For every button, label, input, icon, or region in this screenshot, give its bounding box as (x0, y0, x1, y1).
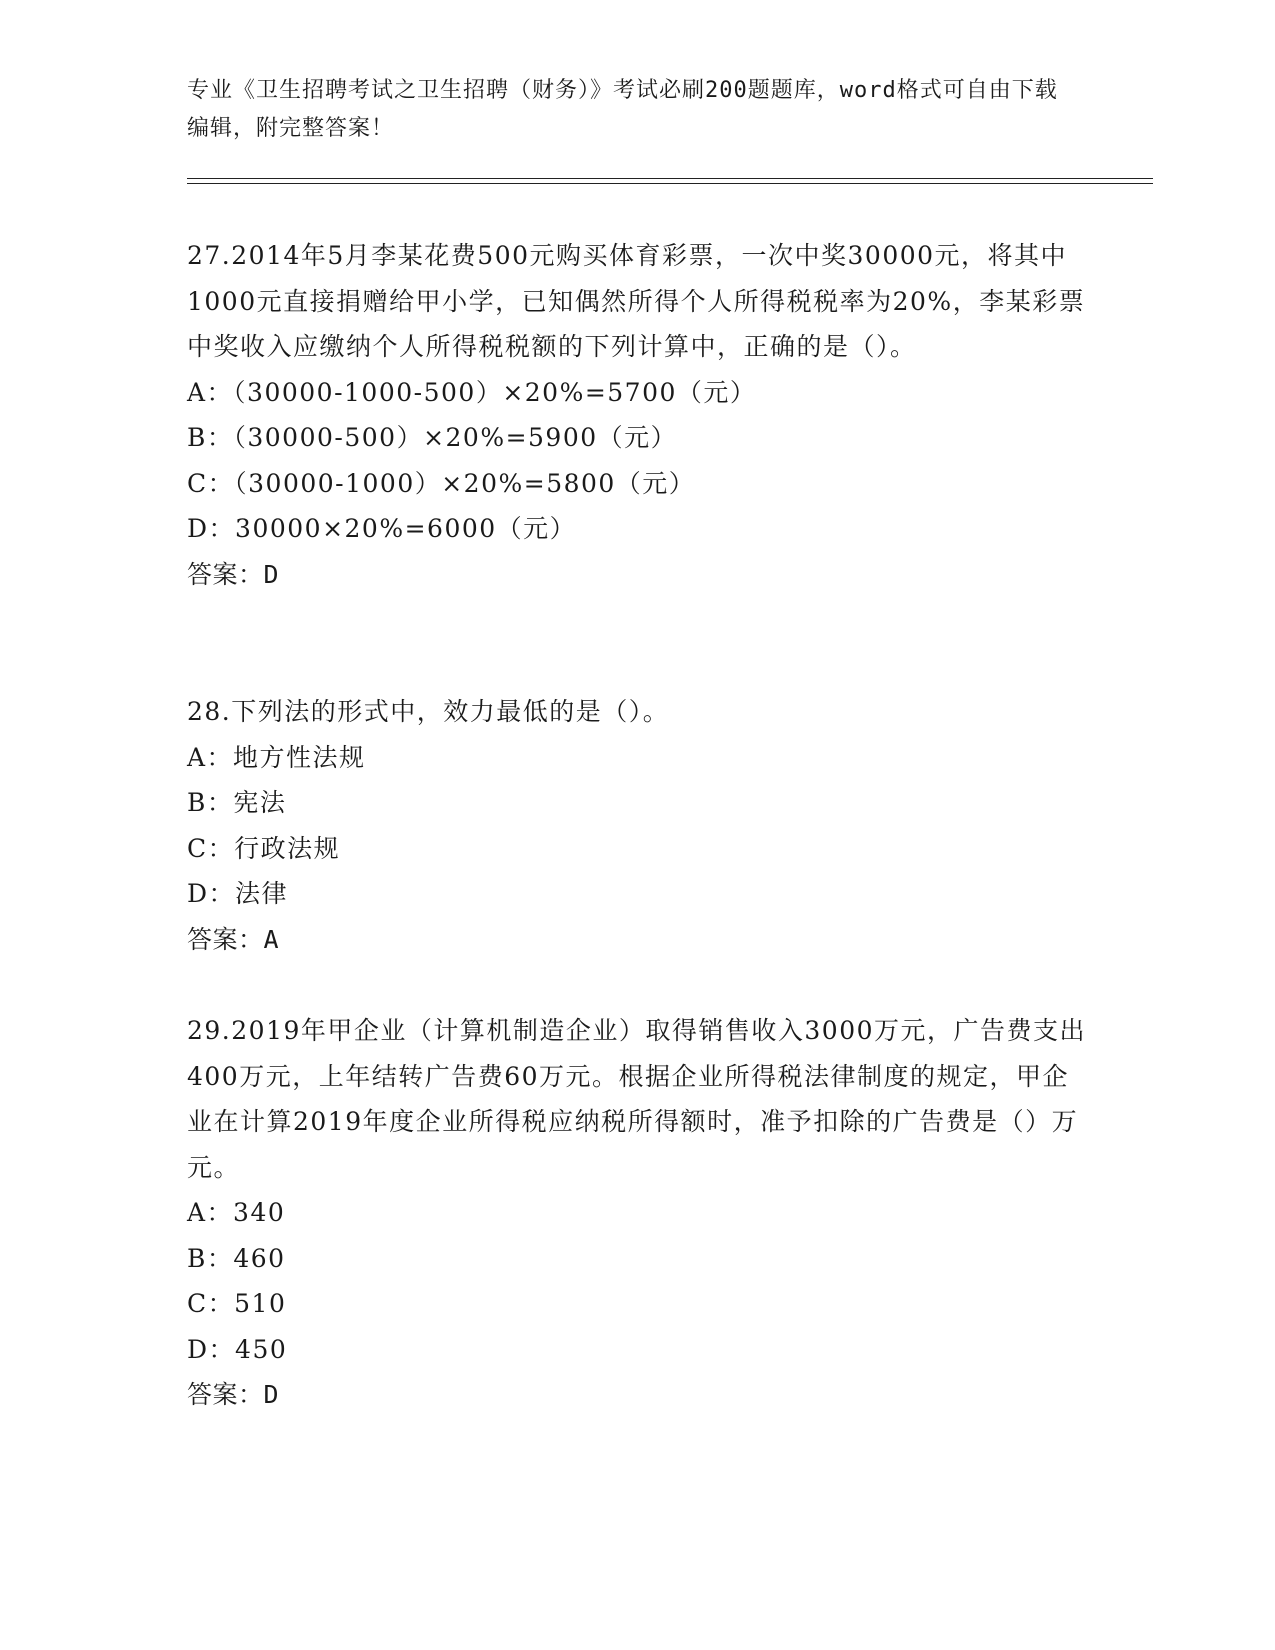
header-divider-bottom (187, 183, 1153, 184)
question-27 (187, 233, 1087, 597)
answer-label: 答案：D (187, 559, 280, 589)
option-d: D：450 (187, 1334, 288, 1364)
option-b: B：宪法 (187, 788, 287, 817)
document-header: 专业《卫生招聘考试之卫生招聘（财务）》考试必刷200题题库，word格式可自由下载编辑，附完整答案！ (187, 78, 1058, 141)
question-28 (187, 689, 1087, 962)
answer-label: 答案：A (187, 924, 280, 954)
option-b: B：460 (187, 1243, 286, 1273)
option-d: D：法律 (187, 879, 289, 908)
option-b: B：（30000-500）×20%=5900（元） (187, 423, 678, 452)
option-c: C：（30000-1000）×20%=5800（元） (187, 468, 696, 498)
option-d: D：30000×20%=6000（元） (187, 514, 577, 543)
question-stem: 29.2019年甲企业（计算机制造企业）取得销售收入3000万元，广告费支出400万元，上年结转广告费60万元。根据企业所得税法律制度的规定，甲企业在计算2019年度企业所得税应纳税所得额时，准予扣除的广告费是（）万元。 (187, 1016, 1087, 1182)
question-stem: 28.下列法的形式中，效力最低的是（）。 (187, 697, 670, 726)
answer-label: 答案：D (187, 1380, 280, 1409)
option-a: A：340 (187, 1198, 286, 1227)
question-stem: 27.2014年5月李某花费500元购买体育彩票，一次中奖30000元，将其中1000元直接捐赠给甲小学，已知偶然所得个人所得税税率为20%，李某彩票中奖收入应缴纳个人所得税税额的下列计算中，正确的是（）。 (187, 241, 1086, 361)
header-divider-top (187, 178, 1153, 179)
option-a: A：地方性法规 (187, 742, 366, 772)
option-c: C：510 (187, 1289, 287, 1318)
option-a: A：（30000-1000-500）×20%=5700（元） (187, 377, 757, 407)
option-c: C：行政法规 (187, 833, 341, 863)
question-29 (187, 1008, 1087, 1418)
